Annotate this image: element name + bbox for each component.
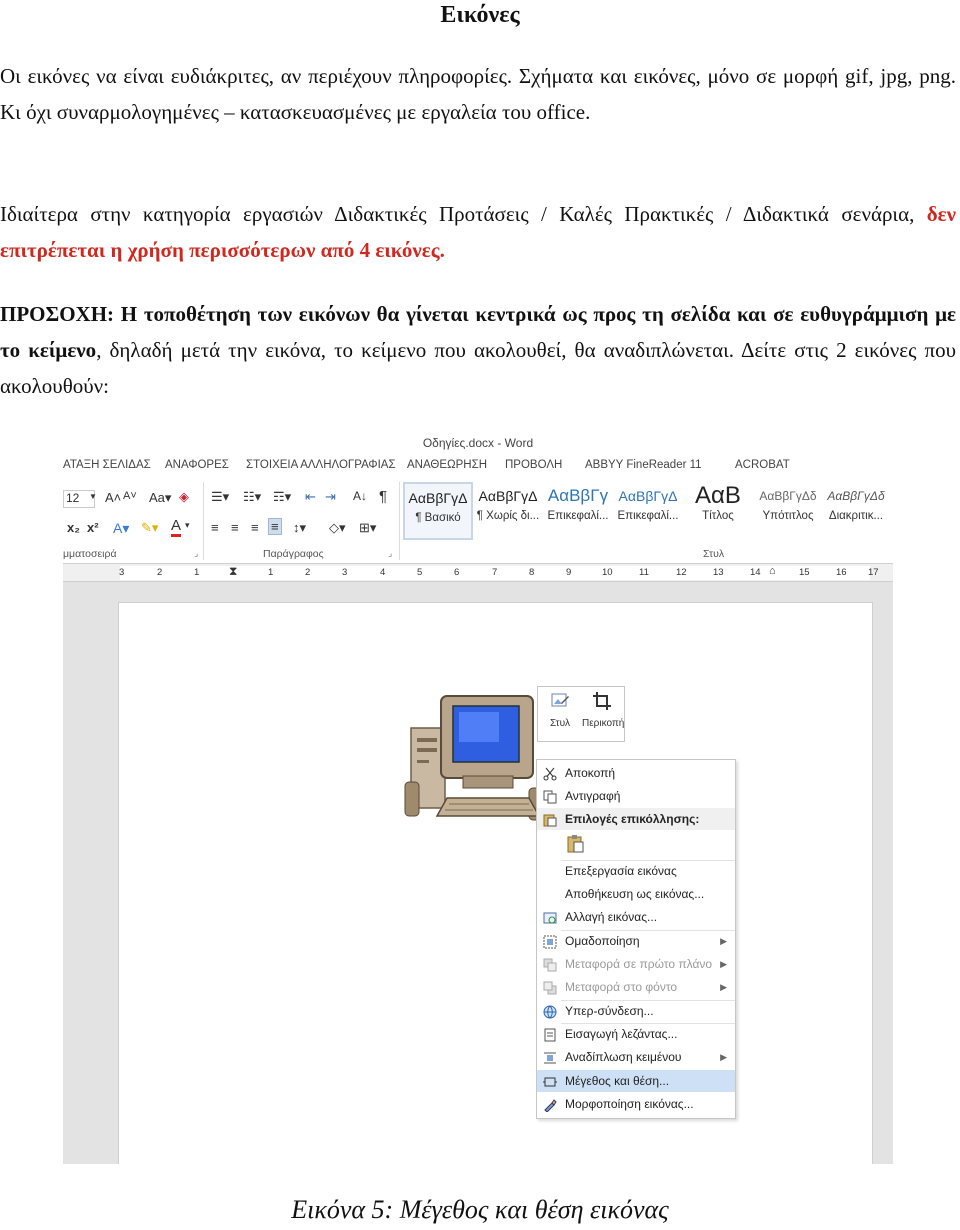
menu-item-label: Αναδίπλωση κειμένου <box>565 1050 682 1064</box>
paste-icon <box>543 812 557 826</box>
image-limit-warning: δεν επιτρέπεται η χρήση περισσότερων από 4 εικόνες. <box>0 202 956 262</box>
figure-caption: Εικόνα 5: Μέγεθος και θέση εικόνας <box>291 1195 669 1224</box>
menu-item-label: Ομαδοποίηση <box>565 934 640 948</box>
format-picture-icon <box>543 1097 557 1111</box>
style-title[interactable] <box>683 482 753 540</box>
style-subtle-emphasis[interactable] <box>821 482 891 540</box>
attention-rest-text: , δηλαδή μετά την εικόνα, το κείμενο που ακολουθεί, θα αναδιπλώνεται. Δείτε στις 2 εικόνες που ακολουθούν: <box>0 338 956 398</box>
context-menu <box>536 759 736 1119</box>
ruler-number: 14 <box>750 567 761 578</box>
style-normal[interactable] <box>403 482 473 540</box>
picture-style-icon <box>550 691 570 711</box>
ruler-number: 15 <box>799 567 810 578</box>
menu-item-edit-picture[interactable] <box>537 860 735 882</box>
menu-item-wrap-text[interactable] <box>537 1046 735 1068</box>
style-sample: ΑαΒβΓγ <box>547 486 609 505</box>
ruler-number: 12 <box>676 567 687 578</box>
ruler-number: 4 <box>380 567 386 578</box>
menu-item-label: Μεταφορά στο φόντο <box>565 980 678 994</box>
shading-icon[interactable]: ◇▾ <box>329 520 346 535</box>
style-name: Επικεφαλί... <box>547 510 609 522</box>
menu-item-label: Μέγεθος και θέση... <box>565 1074 670 1088</box>
menu-item-label: Μορφοποίηση εικόνας... <box>565 1097 694 1111</box>
scissors-icon <box>543 766 557 780</box>
multilevel-list-icon[interactable]: ☶▾ <box>273 489 292 504</box>
justify-icon[interactable]: ≡ <box>268 518 282 535</box>
style-sample: ΑαΒβΓγΔ <box>618 488 678 504</box>
style-no-spacing[interactable] <box>473 482 543 540</box>
crop-icon <box>592 691 612 711</box>
menu-item-label: Εισαγωγή λεζάντας... <box>565 1027 678 1041</box>
menu-item-group[interactable] <box>537 930 735 952</box>
menu-item-send-backward[interactable] <box>537 976 735 998</box>
document-page[interactable] <box>118 602 873 1164</box>
align-left-icon[interactable]: ≡ <box>211 520 219 535</box>
menu-item-save-as-picture[interactable] <box>537 883 735 905</box>
submenu-arrow-icon: ▶ <box>720 982 727 992</box>
crop-button[interactable] <box>582 691 625 729</box>
bring-forward-icon <box>543 957 557 971</box>
document-heading: Εικόνες <box>440 2 520 28</box>
style-heading-2[interactable] <box>613 482 683 540</box>
font-color-dropdown-icon[interactable]: ▾ <box>185 520 190 530</box>
shrink-font-icon[interactable]: A˅ <box>123 490 137 502</box>
style-sample: ΑαΒβΓγΔδ <box>759 489 817 503</box>
group-label-styles: Στυλ <box>703 548 725 560</box>
style-button-label: Στυλ <box>549 718 571 729</box>
grow-font-icon[interactable]: A˄ <box>105 490 122 505</box>
decrease-indent-icon[interactable]: ⇤ <box>305 489 316 504</box>
word-screenshot <box>63 432 893 1164</box>
group-label-font: μματοσειρά <box>63 548 117 560</box>
style-button[interactable] <box>540 691 580 729</box>
menu-item-label: Επιλογές επικόλλησης: <box>565 812 700 826</box>
ribbon-separator <box>399 482 400 560</box>
style-name: Τίτλος <box>702 510 734 522</box>
caption-icon <box>543 1027 557 1041</box>
ruler-number: 10 <box>602 567 613 578</box>
menu-item-insert-caption[interactable] <box>537 1023 735 1045</box>
font-size-box[interactable]: 12 <box>63 490 95 508</box>
ribbon-tabs <box>63 454 893 478</box>
tab-references[interactable]: ΑΝΑΦΟΡΕΣ <box>165 459 229 471</box>
sort-icon[interactable]: A↓ <box>353 489 368 503</box>
tab-review[interactable]: ΑΝΑΘΕΩΡΗΣΗ <box>407 459 488 471</box>
superscript-icon[interactable]: x² <box>87 520 99 535</box>
ruler-number: 7 <box>492 567 498 578</box>
crop-button-label: Περικοπή <box>582 718 625 729</box>
numbering-icon[interactable]: ☷▾ <box>243 489 262 504</box>
bullets-icon[interactable]: ☰▾ <box>211 489 230 504</box>
ruler-number: 11 <box>639 567 649 578</box>
ruler-number: 3 <box>119 567 125 578</box>
ruler-number: 6 <box>454 567 460 578</box>
ribbon <box>63 478 893 564</box>
menu-item-copy[interactable] <box>537 785 735 807</box>
menu-item-label: Υπερ-σύνδεση... <box>565 1004 654 1018</box>
menu-item-label: Αποκοπή <box>565 766 616 780</box>
hyperlink-icon <box>543 1004 557 1018</box>
group-label-paragraph: Παράγραφος <box>263 548 324 560</box>
menu-item-bring-forward[interactable] <box>537 953 735 975</box>
attention-bold-text: ΠΡΟΣΟΧΗ: Η τοποθέτηση των εικόνων θα γίνεται κεντρικά ως προς τη σελίδα και σε ευθυγράμμιση με το κείμενο <box>0 302 956 362</box>
style-sample: ΑαΒβΓγΔ <box>408 490 468 506</box>
subscript-icon[interactable]: x₂ <box>67 520 81 535</box>
send-backward-icon <box>543 980 557 994</box>
ruler-number: 3 <box>342 567 348 578</box>
style-name: Επικεφαλί... <box>617 510 679 522</box>
clear-format-icon[interactable]: ◈ <box>179 489 189 504</box>
paragraph-image-limit-text: Ιδιαίτερα στην κατηγορία εργασιών Διδακτικές Προτάσεις / Καλές Πρακτικές / Διδακτικά σενάρια, <box>0 202 927 226</box>
paragraph-dialog-launcher-icon[interactable]: ⌟ <box>388 548 393 558</box>
menu-header-paste-options <box>537 808 735 830</box>
mini-toolbar <box>537 686 625 742</box>
menu-item-label: Μεταφορά σε πρώτο πλάνο <box>565 957 713 971</box>
font-color-icon[interactable]: A <box>171 518 181 537</box>
size-position-icon <box>543 1074 557 1088</box>
tab-page-layout[interactable]: ΑΤΑΞΗ ΣΕΛΙΔΑΣ <box>63 459 151 471</box>
horizontal-ruler[interactable] <box>63 564 893 582</box>
tab-abbyy[interactable]: ABBYY FineReader 11 <box>585 459 702 471</box>
submenu-arrow-icon: ▶ <box>720 959 727 969</box>
group-icon <box>543 934 557 948</box>
copy-icon <box>543 789 557 803</box>
ruler-number: 2 <box>305 567 311 578</box>
paragraph-attention <box>0 296 960 404</box>
tab-view[interactable]: ΠΡΟΒΟΛΗ <box>505 459 563 471</box>
highlight-icon[interactable]: ✎▾ <box>141 520 159 535</box>
font-size-dropdown-icon[interactable]: ▼ <box>89 492 97 501</box>
text-effects-icon[interactable]: A▾ <box>113 520 130 536</box>
right-indent-marker-icon[interactable]: ⌂ <box>769 565 776 577</box>
ruler-number: 1 <box>194 567 200 578</box>
change-case-icon[interactable]: Aa▾ <box>149 490 172 505</box>
show-formatting-icon[interactable]: ¶ <box>379 488 388 505</box>
menu-item-label: Επεξεργασία εικόνας <box>565 864 677 878</box>
change-picture-icon <box>543 910 557 924</box>
submenu-arrow-icon: ▶ <box>720 1052 727 1062</box>
style-name: ¶ Βασικό <box>415 512 461 524</box>
increase-indent-icon[interactable]: ⇥ <box>325 489 336 504</box>
tab-mailings[interactable]: ΣΤΟΙΧΕΙΑ ΑΛΛΗΛΟΓΡΑΦΙΑΣ <box>246 459 396 471</box>
menu-item-label: Αντιγραφή <box>565 789 621 803</box>
menu-item-hyperlink[interactable] <box>537 1000 735 1022</box>
ruler-number: 8 <box>529 567 535 578</box>
menu-item-label: Αποθήκευση ως εικόνας... <box>565 887 705 901</box>
wrap-text-icon <box>543 1050 557 1064</box>
ruler-number: 2 <box>157 567 163 578</box>
indent-marker-icon[interactable]: ⧗ <box>229 564 238 578</box>
tab-acrobat[interactable]: ACROBAT <box>735 459 790 471</box>
style-sample: ΑαΒβΓγΔ <box>478 488 538 504</box>
style-heading-1[interactable] <box>543 482 613 540</box>
style-name: Διακριτικ... <box>828 510 884 522</box>
submenu-arrow-icon: ▶ <box>720 936 727 946</box>
align-right-icon[interactable]: ≡ <box>251 520 259 535</box>
menu-item-cut[interactable] <box>537 762 735 784</box>
window-title: Οδηγίες.docx - Word <box>63 432 893 454</box>
ruler-number: 16 <box>836 567 847 578</box>
align-center-icon[interactable]: ≡ <box>231 520 239 535</box>
line-spacing-icon[interactable]: ↕▾ <box>293 520 307 535</box>
menu-item-change-picture[interactable] <box>537 906 735 928</box>
style-name: ¶ Χωρίς δι... <box>476 510 540 522</box>
ruler-number: 5 <box>417 567 423 578</box>
ruler-number: 1 <box>268 567 274 578</box>
style-sample: ΑαΒ <box>695 482 741 509</box>
style-name: Υπότιτλος <box>762 510 814 522</box>
borders-icon[interactable]: ⊞▾ <box>359 520 377 535</box>
ribbon-separator <box>203 482 204 560</box>
ruler-number: 9 <box>566 567 572 578</box>
font-dialog-launcher-icon[interactable]: ⌟ <box>194 548 199 558</box>
style-sample: ΑαΒβΓγΔδ <box>827 489 885 503</box>
paste-keep-formatting-icon[interactable] <box>567 834 585 859</box>
paragraph-image-limit <box>0 196 960 268</box>
paragraph-image-formats: Οι εικόνες να είναι ευδιάκριτες, αν περιέχουν πληροφορίες. Σχήματα και εικόνες, μόνο σε μορφή gif, jpg, png. Κι όχι συναρμολογημένες – κατασκευασμένες με εργαλεία του office. <box>0 64 956 124</box>
menu-item-format-picture[interactable] <box>537 1093 735 1115</box>
ruler-number: 13 <box>713 567 724 578</box>
style-subtitle[interactable] <box>753 482 823 540</box>
ruler-number: 17 <box>868 567 879 578</box>
menu-item-size-position[interactable] <box>537 1070 735 1092</box>
menu-item-label: Αλλαγή εικόνας... <box>565 910 658 924</box>
